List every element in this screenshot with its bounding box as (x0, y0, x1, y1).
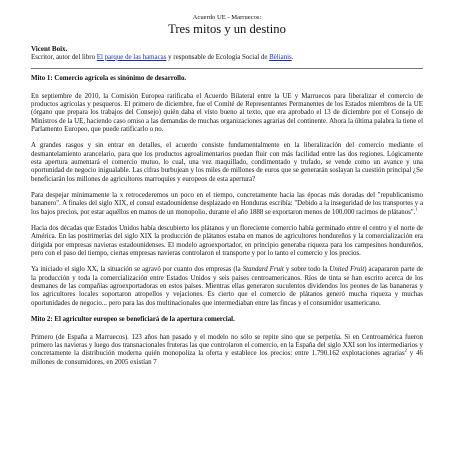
section-heading-myth-2: Mito 2: El agricultor europeo se beneficiará de la apertura comercial. (31, 316, 235, 324)
footnote-ref: 2 (404, 347, 407, 353)
paragraph: Para despejar mínimamente la x retrocederemos un poco en el tiempo, concretamente hacia las épocas más doradas del "republicanismo bananero". A finales del siglo XIX, el consul estadounidense desplazado en Honduras escribía: "Debido a la inseguridad de los transportes y a los bajos precios, por estar aquéllos en manos de un monopolio, durante el año 1888 se exportaron menos de 100.000 racimos de plátanos".$^1$ (31, 191, 423, 216)
author-description: Escritor, autor del libro El parque de las hamacas y responsable de Ecología Social de Bèlianis. (31, 53, 294, 61)
article-kicker: Acuerdo UE - Marruecos: (192, 14, 262, 21)
paragraph: Primero (de España a Marruecos). 123 años han pasado y el modelo no sólo se repite sino que se perpetúa. Si en Centroamérica fueron primero las navieras y luego dos transnacionales fruteras las que controlaron el comercio, en la España del siglo XXI son los intermediarios y concretamente la distribución moderna quién monopoliza la oferta y establece los precios: entre 1.790.162 explotaciones agrarias$^2$ y 46 millones de consumidores, en 2005 existían 7 (31, 333, 423, 366)
paragraph: A grandes rasgos y sin entrar en detalles, el acuerdo consiste fundamentalmente en la liberalización del comercio mediante el desmantelamiento arancelario, para que los productos agroalimentarios puedan fluir con más facilidad entre las dos regiones. Lógicamente esta apertura aumentará el comercio mutuo, lo cual, una vez maquillado, condimentado y trufado, se vende como un avance y una oportunidad de negocio inigualable. Las cifras burbujean y los miles de millones de euros que se generarán soslayan la cuestión principal ¿Se beneficiarán los millones de agricultores marroquíes y europeos de esta apertura? (31, 142, 423, 183)
section-heading-myth-1: Mito 1: Comercio agrícola es sinónimo de desarrollo. (31, 75, 187, 82)
book-link[interactable]: El parque de las hamacas (96, 53, 167, 61)
paragraph: En septiembre de 2010, la Comisión Europea ratificaba el Acuerdo Bilateral entre la UE y Marruecos para liberalizar el comercio de productos agrícolas y pesqueros. El primero de diciembre, fue el Comité de Representantes Permanentes de los Estados miembros de la UE (órgano que prepara los trabajos del Consejo) quién daba el visto bueno al texto, que era aprobado el 13 de diciembre por el Consejo de Ministros de la UE, haciendo caso omiso a las demandas de muchas organizaciones agrarias del continente. Ahora la última palabra la tiene el Parlamento Europeo, que puede ratificarlo o no. (31, 92, 423, 133)
organization-link[interactable]: Bèlianis (269, 53, 292, 61)
footnote-ref: 1 (415, 206, 418, 212)
header-divider (31, 68, 423, 69)
paragraph: Ya iniciado el siglo XX, la situación se agravó por cuanto dos empresas (la Standard Fruit y sobre todo la United Fruit) acapararon parte de la producción y toda la comercialización entre Estados Unidos y seis países centroamericanos. Ríos de tinta se han escrito acerca de los desmanes de las compañías agroexportadoras en estos países. Mientras ellas generaron suculentos dividendos los peones de las bananeras y los agricultores locales soportaron atropellos y vejaciones. Es cierto que el comercio de plátanos generó mucha riqueza y muchas oportunidades de negocio... pero para las dos multinacionales que intermediaban entre las fincas y el consumidor usamericano. (31, 266, 423, 307)
paragraph: Hacia dos décadas que Estados Unidos había descubierto los plátanos y un floreciente comercio había germinado entre el centro y el norte de América. En las postrimerías del siglo XIX la producción de plátanos estaba en manos de agricultores hondureños y la comercialización era dirigida por empresas navieras estadounidenses. El modelo agroexportador, en principio generaba riqueza para los campesinos hondureños, pero con el paso del tiempo, ciertas empresas navieras controlaron el transporte y por lo tanto el comercio y los precios. (31, 224, 423, 257)
article-title: Tres mitos y un destino (168, 22, 286, 36)
author-name: Vicent Boix. (31, 45, 68, 53)
